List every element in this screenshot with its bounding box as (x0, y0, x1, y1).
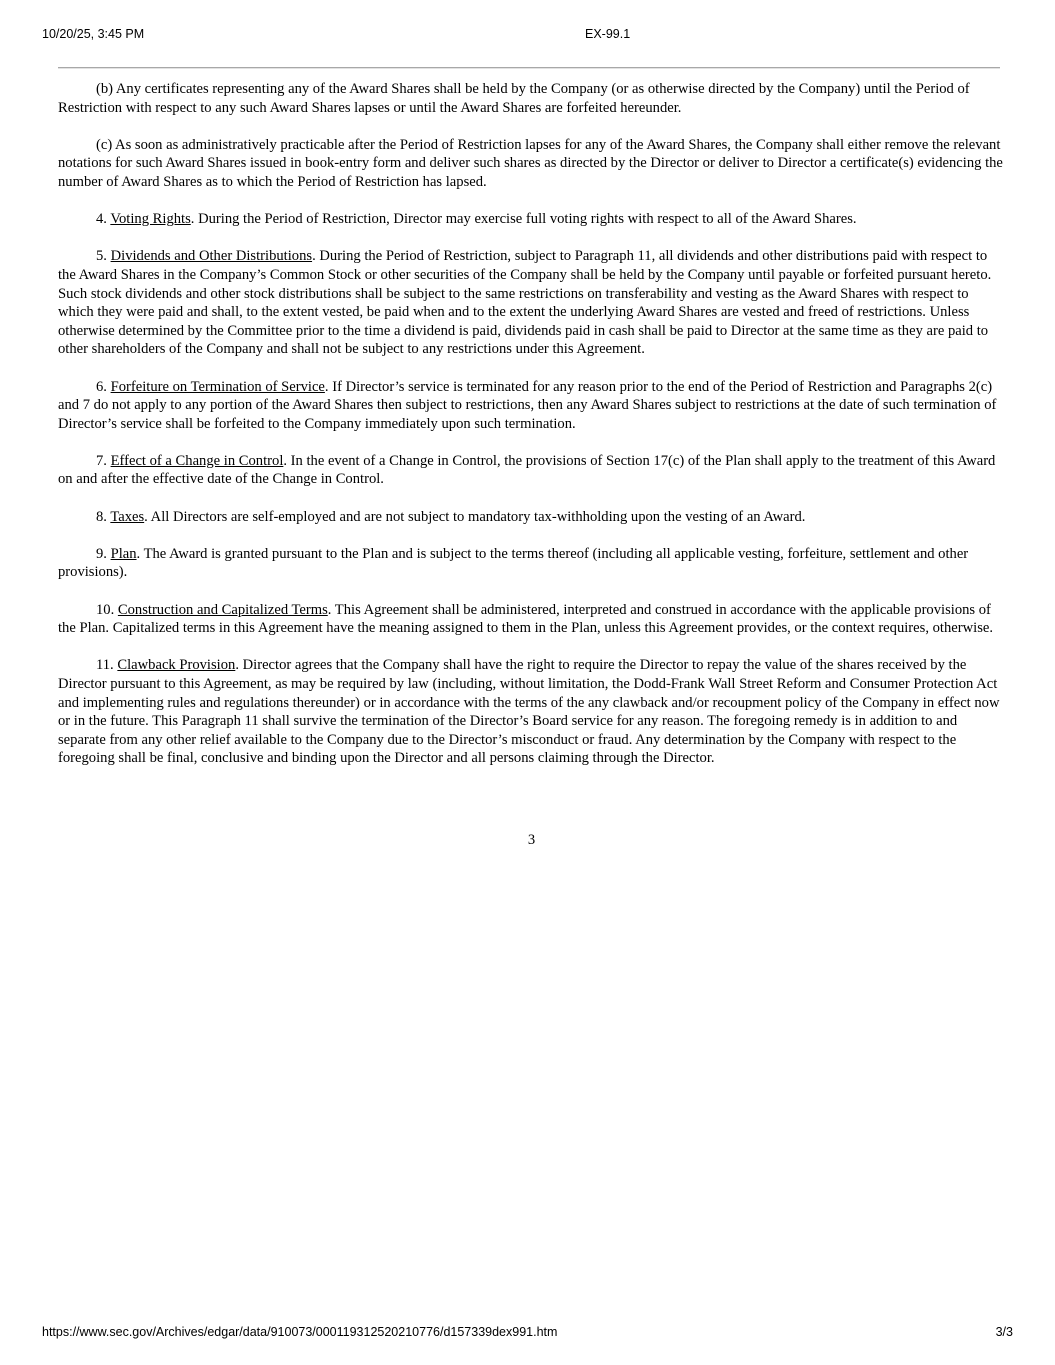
paragraph-prefix: 8. (96, 508, 111, 525)
section-heading: Clawback Provision (117, 657, 236, 674)
section-heading: Taxes (110, 508, 145, 525)
section-heading: Forfeiture on Termination of Service (110, 378, 325, 395)
paragraph-4-voting-rights (58, 210, 1005, 229)
paragraph-10-construction (58, 601, 1005, 638)
print-title: EX-99.1 (585, 27, 631, 41)
paragraph-prefix: 9. (96, 545, 111, 562)
paragraph-prefix: (b) (96, 81, 116, 97)
section-heading: Voting Rights (110, 211, 191, 228)
paragraph-3c (58, 136, 1005, 192)
paragraph-7-change-in-control (58, 452, 1005, 489)
section-heading: Plan (110, 545, 137, 562)
paragraph-6-forfeiture (58, 378, 1005, 434)
section-heading: Effect of a Change in Control (110, 452, 284, 469)
header-rule (58, 67, 1000, 69)
page-number: 3 (527, 832, 536, 848)
paragraph-prefix: (c) (96, 136, 116, 153)
paragraph-body: . This Agreement shall be administered, interpreted and construed in accordance with the applicable provisions of the Plan. Capitalized terms in this Agreement have the meaning assigned to them in the Plan, unless this Agreement provides, or the context requires, otherwise. (58, 601, 993, 637)
paragraph-body: . During the Period of Restriction, subject to Paragraph 11, all dividends and other distributions paid with respect to the Award Shares in the Company’s Common Stock or other securities of the Company shall be held by the Company until payable or forfeited pursuant hereto. Such stock dividends and other stock distributions shall be subject to the same restrictions on transferability and vesting as the Award Shares with respect to which they were paid and shall, to the extent vested, be paid when and to the extent the underlying Award Shares are vested and freed of restrictions. Unless otherwise determined by the Committee prior to the time a dividend is paid, dividends paid in cash shall be paid to Director at the same time as they are paid to other shareholders of the Company and shall not be subject to any restrictions under this Agreement. (58, 248, 992, 358)
paragraph-prefix: 10. (96, 601, 118, 618)
paragraph-prefix: 7. (96, 452, 111, 469)
paragraph-body: . The Award is granted pursuant to the Plan and is subject to the terms thereof (including all applicable vesting, forfeiture, settlement and other provisions). (58, 545, 969, 581)
paragraph-9-plan (58, 545, 1005, 582)
paragraph-body: . In the event of a Change in Control, the provisions of Section 17(c) of the Plan shall apply to the treatment of this Award on and after the effective date of the Change in Control. (58, 452, 996, 488)
document-body (58, 80, 1005, 787)
paragraph-body: Any certificates representing any of the Award Shares shall be held by the Company (or as otherwise directed by the Company) until the Period of Restriction with respect to any such Award Shares lapses or until the Award Shares are forfeited hereunder. (58, 81, 970, 116)
paragraph-body: . Director agrees that the Company shall have the right to require the Director to repay the value of the shares received by the Director pursuant to this Agreement, as may be required by law (including, without limitation, the Dodd-Frank Wall Street Reform and Consumer Protection Act and implementing rules and regulations thereunder) or in accordance with the terms of the any clawback and/or recoupment policy of the Company in effect now or in the future. This Paragraph 11 shall survive the termination of the Director’s Board service for any reason. The foregoing remedy is in addition to and separate from any other relief available to the Company due to the Director’s misconduct or fraud. Any determination by the Company with respect to the foregoing shall be final, conclusive and binding upon the Director and all persons claiming through the Director. (58, 657, 1000, 767)
paragraph-prefix: 11. (96, 657, 118, 674)
paragraph-body: As soon as administratively practicable after the Period of Restriction lapses for any of the Award Shares, the Company shall either remove the relevant notations for such Award Shares issued in book-entry form and deliver such shares as directed by the Director or deliver to Director a certificate(s) evidencing the number of Award Shares as to which the Period of Restriction has lapsed. (58, 136, 1003, 190)
source-url: https://www.sec.gov/Archives/edgar/data/910073/000119312520210776/d157339dex991.htm (42, 1325, 558, 1339)
paragraph-11-clawback (58, 656, 1005, 768)
paragraph-8-taxes (58, 508, 1005, 527)
print-footer (0, 1325, 1055, 1341)
page-count: 3/3 (995, 1325, 1013, 1339)
paragraph-prefix: 4. (96, 211, 111, 228)
section-heading: Construction and Capitalized Terms (117, 601, 328, 618)
paragraph-body: . If Director’s service is terminated for any reason prior to the end of the Period of Restriction and Paragraphs 2(c) and 7 do not apply to any portion of the Award Shares then subject to restrictions, then any Award Shares subject to restrictions at the date of such termination of Director’s service shall be forfeited to the Company immediately upon such termination. (58, 378, 997, 432)
paragraph-prefix: 5. (96, 248, 111, 265)
paragraph-body: . All Directors are self-employed and are not subject to mandatory tax-withholding upon the vesting of an Award. (144, 508, 806, 525)
print-datetime: 10/20/25, 3:45 PM (42, 27, 145, 41)
paragraph-prefix: 6. (96, 378, 111, 395)
section-heading: Dividends and Other Distributions (110, 248, 313, 265)
paragraph-5-dividends (58, 247, 1005, 359)
paragraph-body: . During the Period of Restriction, Director may exercise full voting rights with respect to all of the Award Shares. (190, 211, 857, 228)
paragraph-3b (58, 80, 1005, 117)
print-header (0, 27, 1055, 43)
